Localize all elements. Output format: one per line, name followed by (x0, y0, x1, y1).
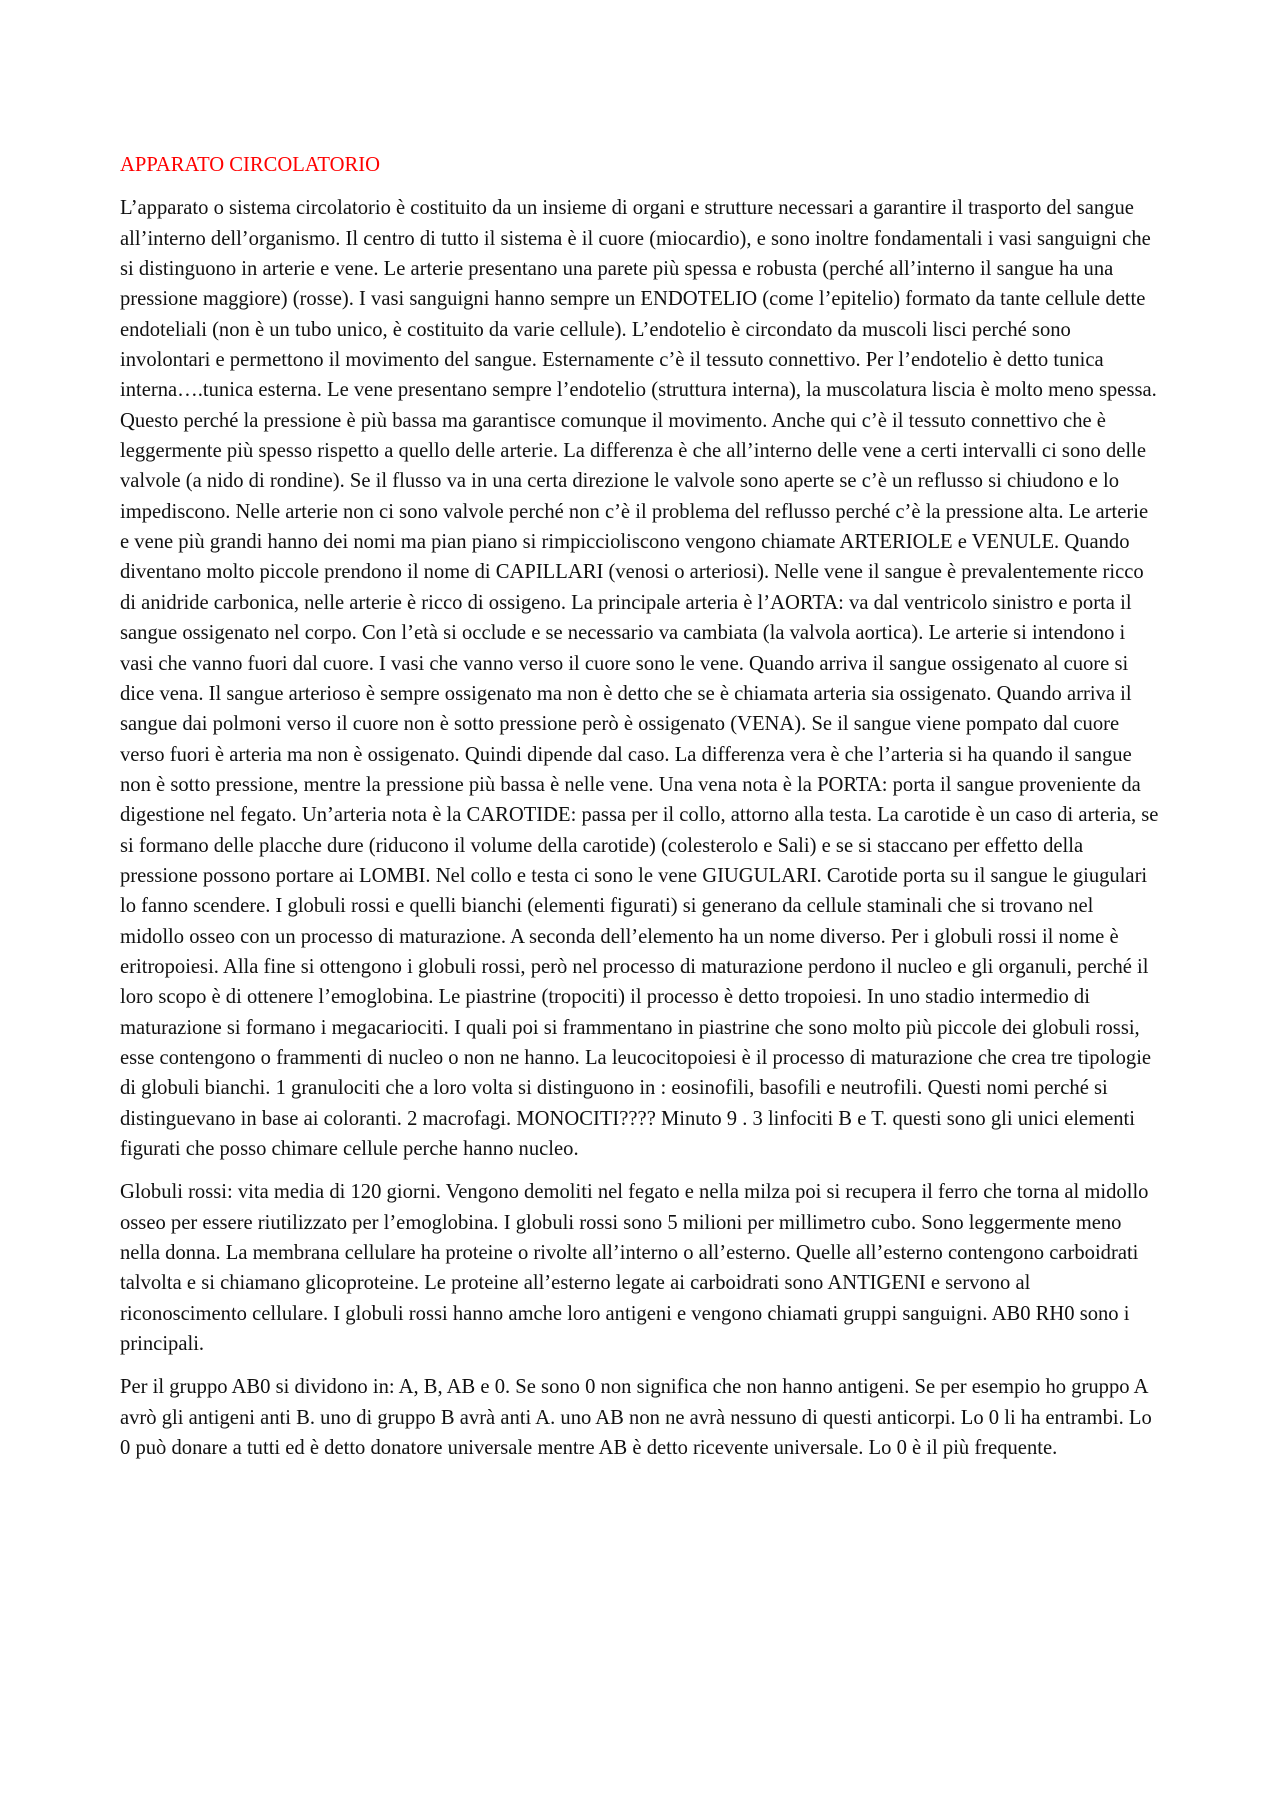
paragraph-blood-groups: Per il gruppo AB0 si dividono in: A, B, AB e 0. Se sono 0 non significa che non hanno antigeni. Se per esempio ho gruppo A avrò gli antigeni anti B. uno di gruppo B avrà anti A. uno AB non ne avrà nessuno di questi anticorpi. Lo 0 li ha entrambi. Lo 0 può donare a tutti ed è detto donatore universale mentre AB è detto ricevente universale. Lo 0 è il più frequente. (120, 1376, 1152, 1460)
paragraph-red-blood-cells: Globuli rossi: vita media di 120 giorni. Vengono demoliti nel fegato e nella milza poi si recupera il ferro che torna al midollo osseo per essere riutilizzato per l’emoglobina. I globuli rossi sono 5 milioni per millimetro cubo. Sono leggermente meno nella donna. La membrana cellulare ha proteine o rivolte all’interno o all’esterno. Quelle all’esterno contengono carboidrati talvolta e si chiamano glicoproteine. Le proteine all’esterno legate ai carboidrati sono ANTIGENI e servono al riconoscimento cellulare. I globuli rossi hanno amche loro antigeni e vengono chiamati gruppi sanguigni. AB0 RH0 sono i principali. (120, 1181, 1149, 1356)
paragraph-circulatory-system: L’apparato o sistema circolatorio è costituito da un insieme di organi e strutture necessari a garantire il trasporto del sangue all’interno dell’organismo. Il centro di tutto il sistema è il cuore (miocardio), e sono inoltre fondamentali i vasi sanguigni che si distinguono in arterie e vene. Le arterie presentano una parete più spessa e robusta (perché all’interno il sangue ha una pressione maggiore) (rosse). I vasi sanguigni hanno sempre un ENDOTELIO (come l’epitelio) formato da tante cellule dette endoteliali (non è un tubo unico, è costituito da varie cellule). L’endotelio è circondato da muscoli lisci perché sono involontari e permettono il movimento del sangue. Esternamente c’è il tessuto connettivo. Per l’endotelio è detto tunica interna….tunica esterna. Le vene presentano sempre l’endotelio (struttura interna), la muscolatura liscia è molto meno spessa. Questo perché la pressione è più bassa ma garantisce comunque il movimento. Anche qui c’è il tessuto connettivo che è leggermente più spesso rispetto a quello delle arterie. La differenza è che all’interno delle vene a certi intervalli ci sono delle valvole (a nido di rondine). Se il flusso va in una certa direzione le valvole sono aperte se c’è un reflusso si chiudono e lo impediscono. Nelle arterie non ci sono valvole perché non c’è il problema del reflusso perché c’è la pressione alta. Le arterie e vene più grandi hanno dei nomi ma pian piano si rimpiccioliscono vengono chiamate ARTERIOLE e VENULE. Quando diventano molto piccole prendono il nome di CAPILLARI (venosi o arteriosi). Nelle vene il sangue è prevalentemente ricco di anidride carbonica, nelle arterie è ricco di ossigeno. La principale arteria è l’AORTA: va dal ventricolo sinistro e porta il sangue ossigenato nel corpo. Con l’età si occlude e se necessario va cambiata (la valvola aortica). Le arterie si intendono i vasi che vanno fuori dal cuore. I vasi che vanno verso il cuore sono le vene. Quando arriva il sangue ossigenato al cuore si dice vena. Il sangue arterioso è sempre ossigenato ma non è detto che se è chiamata arteria sia ossigenato. Quando arriva il sangue dai polmoni verso il cuore non è sotto pressione però è ossigenato (VENA). Se il sangue viene pompato dal cuore verso fuori è arteria ma non è ossigenato. Quindi dipende dal caso. La differenza vera è che l’arteria si ha quando il sangue non è sotto pressione, mentre la pressione più bassa è nelle vene. Una vena nota è la PORTA: porta il sangue proveniente da digestione nel fegato. Un’arteria nota è la CAROTIDE: passa per il collo, attorno alla testa. La carotide è un caso di arteria, se si formano delle placche dure (riducono il volume della carotide) (colesterolo e Sali) e se si staccano per effetto della pressione possono portare ai LOMBI. Nel collo e testa ci sono le vene GIUGULARI. Carotide porta su il sangue le giugulari lo fanno scendere. I globuli rossi e quelli bianchi (elementi figurati) si generano da cellule staminali che si trovano nel midollo osseo con un processo di maturazione. A seconda dell’elemento ha un nome diverso. Per i globuli rossi il nome è eritropoiesi. Alla fine si ottengono i globuli rossi, però nel processo di maturazione perdono il nucleo e gli organuli, perché il loro scopo è di ottenere l’emoglobina. Le piastrine (tropociti) il processo è detto tropoiesi. In uno stadio intermedio di maturazione si formano i megacariociti. I quali poi si frammentano in piastrine che sono molto più piccole dei globuli rossi, esse contengono o frammenti di nucleo o non ne hanno. La leucocitopoiesi è il processo di maturazione che crea tre tipologie di globuli bianchi. 1 granulociti che a loro volta si distinguono in : eosinofili, basofili e neutrofili. Questi nomi perché si distinguevano in base ai coloranti. 2 macrofagi. MONOCITI???? Minuto 9 . 3 linfociti B e T. questi sono gli unici elementi figurati che posso chimare cellule perche hanno nucleo. (120, 197, 1159, 1160)
document-title: APPARATO CIRCOLATORIO (120, 154, 380, 176)
document-body (120, 150, 1160, 1476)
